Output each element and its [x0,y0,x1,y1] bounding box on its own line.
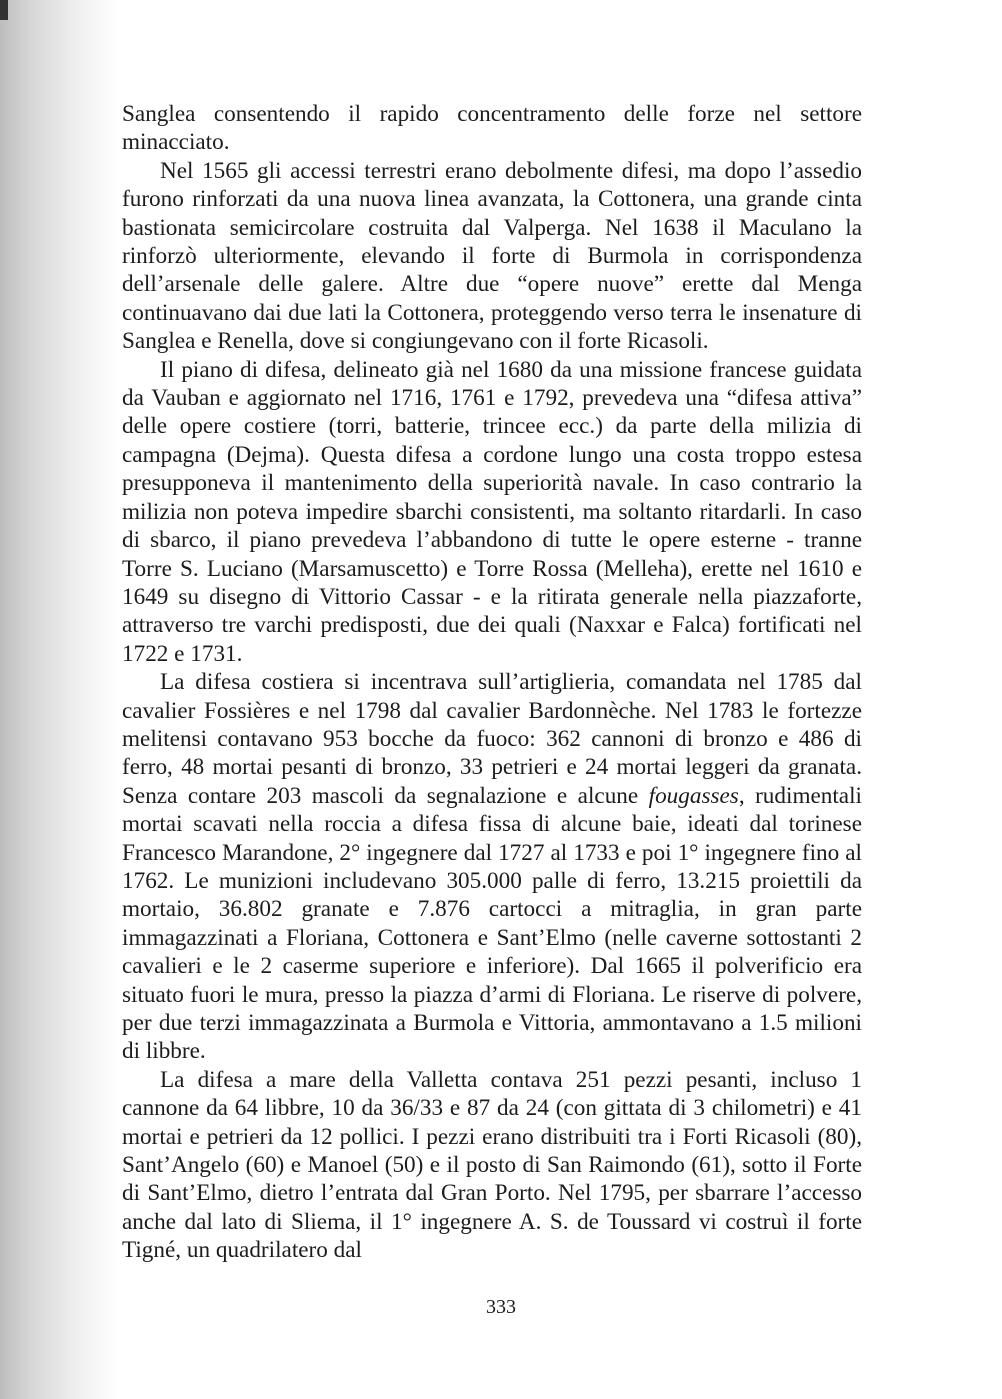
paragraph-text: La difesa a mare della Valletta contava 251 pezzi pesanti, incluso 1 cannone da 64 libbre, 10 da 36/33 e 87 da 24 (con gittata di 3 chilometri) e 41 mortai e petrieri da 12 pollici. I pezzi erano distribuiti tra i Forti Ricasoli (80), Sant’Angelo (60) e Manoel (50) e il posto di San Raimondo (61), sotto il Forte di Sant’Elmo, dietro l’entrata dal Gran Porto. Nel 1795, per sbarrare l’accesso anche dal lato di Sliema, il 1° ingegnere A. S. de Toussard vi costruì il forte Tigné, un quadrilatero dal [122,1066,862,1264]
paragraph-4 [122,668,862,1066]
scan-shadow [0,0,120,1399]
page-body [122,100,862,1265]
italic-term: fougasses [648,782,739,809]
page-number: 333 [486,1296,516,1318]
paragraph-text: , rudimentali mortai scavati nella roccia a difesa fissa di alcune baie, ideati dal torinese Francesco Marandone, 2° ingegnere dal 1727 al 1733 e poi 1° ingegnere fino al 1762. Le munizioni includevano 305.000 palle di ferro, 13.215 proiettili da mortaio, 36.802 granate e 7.876 cartocci a mitraglia, in gran parte immagazzinati a Floriana, Cottonera e Sant’Elmo (nelle caverne sottostanti 2 cavalieri e le 2 caserme superiore e inferiore). Dal 1665 il polverificio era situato fuori le mura, presso la piazza d’armi di Floriana. Le riserve di polvere, per due terzi immagazzinata a Burmola e Vittoria, ammontavano a 1.5 milioni di libbre. [122,782,862,1065]
paragraph-text: Il piano di difesa, delineato già nel 1680 da una missione francese guidata da Vauban e aggiornato nel 1716, 1761 e 1792, prevedeva una “difesa attiva” delle opere costiere (torri, batterie, trincee ecc.) da parte della milizia di campagna (Dejma). Questa difesa a cordone lungo una costa troppo estesa presupponeva il mantenimento della superiorità navale. In caso contrario la milizia non poteva impedire sbarchi consistenti, ma soltanto ritardarli. In caso di sbarco, il piano prevedeva l’abbandono di tutte le opere esterne - tranne Torre S. Luciano (Marsamuscetto) e Torre Rossa (Melleha), erette nel 1610 e 1649 su disegno di Vittorio Cassar - e la ritirata generale nella piazzaforte, attraverso tre varchi predisposti, due dei quali (Naxxar e Falca) fortificati nel 1722 e 1731. [122,356,862,667]
paragraph-5 [122,1066,862,1265]
paragraph-text: La difesa costiera si incentrava sull’artiglieria, comandata nel 1785 dal cavalier Fossières e nel 1798 dal cavalier Bardonnèche. Nel 1783 le fortezze melitensi contavano 953 bocche da fuoco: 362 cannoni di bronzo e 486 di ferro, 48 mortai pesanti di bronzo, 33 petrieri e 24 mortai leggeri da granata. Senza contare 203 mascoli da segnalazione e alcune [122,669,862,809]
paragraph-3 [122,356,862,668]
scan-corner-mark [0,0,8,20]
paragraph-text: Nel 1565 gli accessi terrestri erano debolmente difesi, ma dopo l’assedio furono rinforzati da una nuova linea avanzata, la Cottonera, una grande cinta bastionata semicircolare costruita dal Valperga. Nel 1638 il Maculano la rinforzò ulteriormente, elevando il forte di Burmola in corrispondenza dell’arsenale delle galere. Altre due “opere nuove” erette dal Menga continuavano dai due lati la Cottonera, proteggendo verso terra le insenature di Sanglea e Renella, dove si congiungevano con il forte Ricasoli. [122,157,862,355]
paragraph-2 [122,157,862,356]
paragraph-1 [122,100,862,157]
paragraph-text: Sanglea consentendo il rapido concentramento delle forze nel settore minacciato. [122,101,862,156]
